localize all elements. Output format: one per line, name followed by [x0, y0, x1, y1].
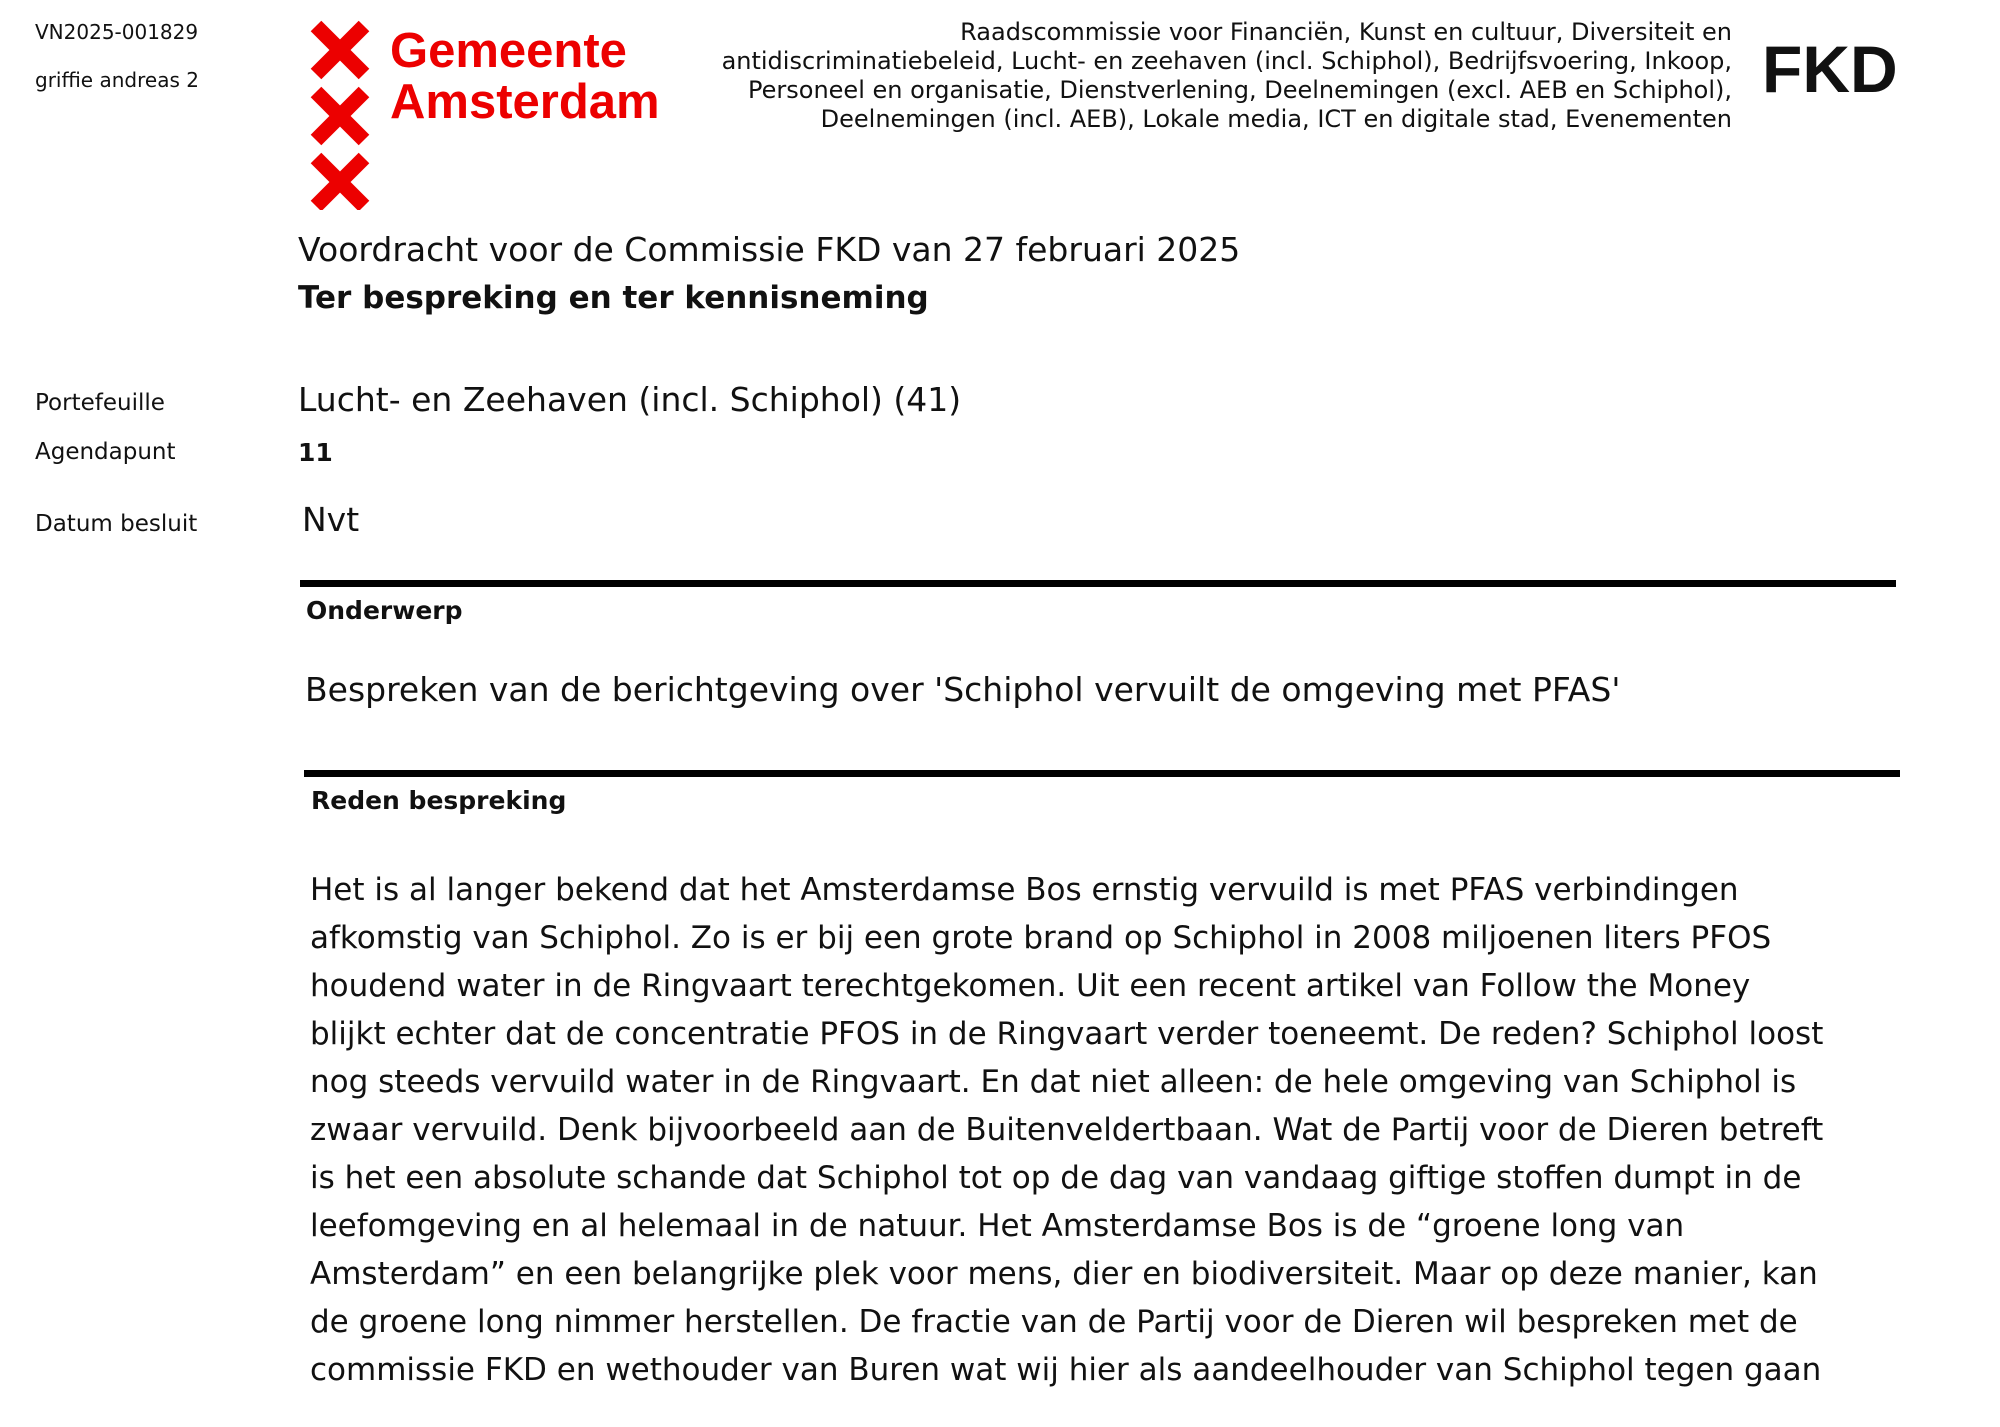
gemeente-amsterdam-logo: [308, 20, 668, 210]
committee-code: FKD: [1762, 32, 1898, 106]
committee-name: [672, 18, 1732, 134]
body-line: is het een absolute schande dat Schiphol tot op de dag van vandaag giftige stoffen dumpt in de: [310, 1160, 1802, 1196]
section-divider: [304, 770, 1900, 777]
reden-bespreking-heading: Reden bespreking: [311, 786, 567, 815]
committee-line: Raadscommissie voor Financiën, Kunst en cultuur, Diversiteit en: [960, 18, 1732, 46]
body-line: leefomgeving en al helemaal in de natuur. Het Amsterdamse Bos is de “groene long van: [310, 1208, 1685, 1244]
body-line: afkomstig van Schiphol. Zo is er bij een grote brand op Schiphol in 2008 miljoenen liters PFOS: [310, 920, 1772, 956]
portefeuille-value: Lucht- en Zeehaven (incl. Schiphol) (41): [298, 380, 962, 419]
logo-line-gemeente: Gemeente: [390, 24, 627, 78]
onderwerp-text: Bespreken van de berichtgeving over 'Schiphol vervuilt de omgeving met PFAS': [305, 670, 1621, 709]
committee-line: antidiscriminatiebeleid, Lucht- en zeehaven (incl. Schiphol), Bedrijfsvoering, Inkoop,: [721, 47, 1732, 75]
datum-besluit-label: Datum besluit: [35, 511, 198, 537]
agendapunt-value: 11: [298, 438, 333, 467]
griffie-label: griffie andreas 2: [35, 68, 199, 92]
body-line: commissie FKD en wethouder van Buren wat wij hier als aandeelhouder van Schiphol tegen gaan: [310, 1352, 1822, 1388]
committee-line: Deelnemingen (incl. AEB), Lokale media, ICT en digitale stad, Evenementen: [820, 105, 1732, 133]
body-line: blijkt echter dat de concentratie PFOS in de Ringvaart verder toeneemt. De reden? Schiphol loost: [310, 1016, 1824, 1052]
agendapunt-label: Agendapunt: [35, 439, 176, 465]
page-title: Voordracht voor de Commissie FKD van 27 februari 2025: [298, 230, 1241, 269]
body-line: nog steeds vervuild water in de Ringvaart. En dat niet alleen: de hele omgeving van Schiphol is: [310, 1064, 1797, 1100]
body-line: de groene long nimmer herstellen. De fractie van de Partij voor de Dieren wil bespreken met de: [310, 1304, 1798, 1340]
page-subtitle: Ter bespreking en ter kennisneming: [298, 280, 929, 316]
reden-bespreking-text: [310, 866, 1900, 1394]
document-id: VN2025-001829: [35, 20, 199, 44]
body-line: houdend water in de Ringvaart terechtgekomen. Uit een recent artikel van Follow the Money: [310, 968, 1751, 1004]
body-line: Amsterdam” en een belangrijke plek voor mens, dier en biodiversiteit. Maar op deze manier, kan: [310, 1256, 1818, 1292]
body-line: Het is al langer bekend dat het Amsterdamse Bos ernstig vervuild is met PFAS verbindingen: [310, 872, 1739, 908]
portefeuille-label: Portefeuille: [35, 390, 165, 416]
datum-besluit-value: Nvt: [302, 500, 360, 539]
committee-line: Personeel en organisatie, Dienstverlening, Deelnemingen (excl. AEB en Schiphol),: [748, 76, 1732, 104]
andreas-crosses-icon: [308, 20, 378, 210]
section-divider: [300, 580, 1896, 587]
logo-line-amsterdam: Amsterdam: [390, 75, 660, 129]
body-line: zwaar vervuild. Denk bijvoorbeeld aan de Buitenveldertbaan. Wat de Partij voor de Dieren betreft: [310, 1112, 1824, 1148]
onderwerp-heading: Onderwerp: [306, 596, 463, 625]
logo-wordmark: [390, 26, 660, 128]
